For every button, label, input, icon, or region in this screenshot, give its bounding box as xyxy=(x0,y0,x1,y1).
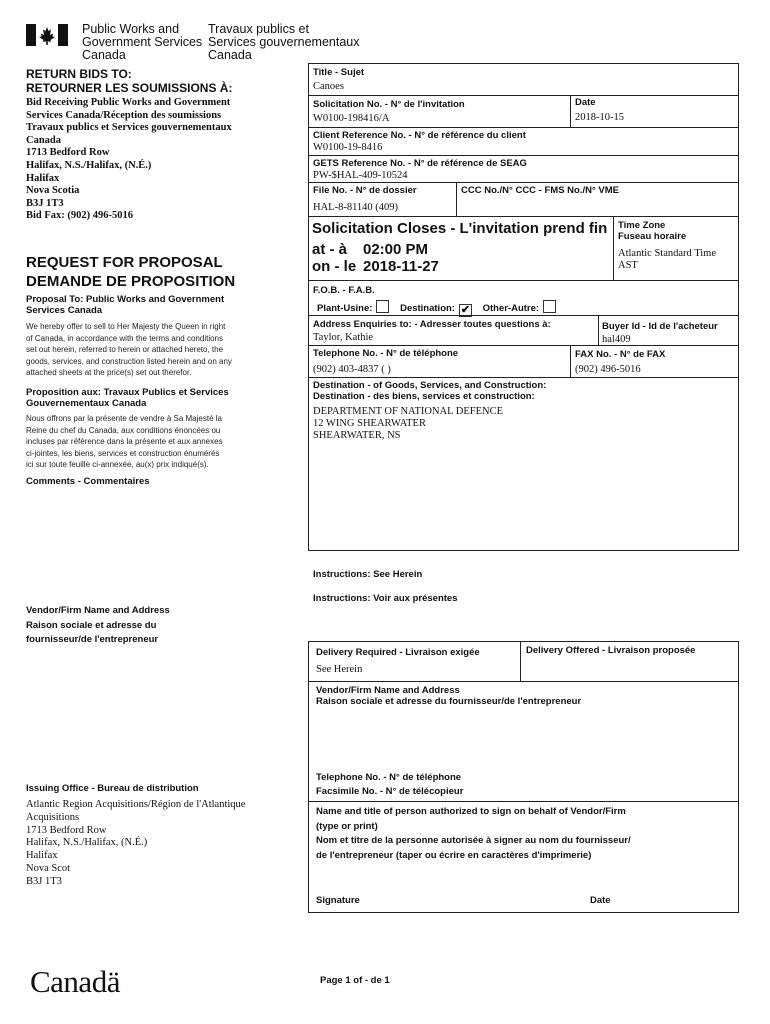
closes-at-value: 02:00 PM xyxy=(363,241,429,258)
gets-reference-value: PW-$HAL-409-10524 xyxy=(313,170,408,181)
department-name-en: Public Works and Government Services Canada xyxy=(82,22,203,62)
proposition-label: Proposition aux: Travaux Publics et Services Gouvernementaux Canada xyxy=(26,387,229,409)
destination-label: Destination: xyxy=(400,303,455,314)
date-label: Date xyxy=(575,97,596,108)
authorized-signer-label: Name and title of person authorized to sign on behalf of Vendor/Firm (type or print) Nom et titre de la personne autorisée à signer au nom du fournisseur/ de l'entrepreneur (taper ou écrire en caractères d'imprimerie) xyxy=(316,806,631,861)
proposal-to-label: Proposal To: Public Works and Government Services Canada xyxy=(26,294,225,316)
signature-date-label: Date xyxy=(590,895,611,906)
file-no-value: HAL-8-81140 (409) xyxy=(313,202,399,213)
solicitation-closes-label: Solicitation Closes - L'invitation prend fin xyxy=(312,220,608,237)
canada-flag-icon xyxy=(26,24,68,46)
comments-label: Comments - Commentaires xyxy=(26,476,150,487)
department-name-fr: Travaux publics et Services gouvernementaux Canada xyxy=(208,22,360,62)
time-zone-label: Time Zone Fuseau horaire xyxy=(618,220,687,242)
vendor-firm-field[interactable] xyxy=(316,712,731,767)
closes-at-label: at - à xyxy=(312,241,348,258)
return-bids-label-en: RETURN BIDS TO: xyxy=(26,67,132,81)
plant-checkbox[interactable] xyxy=(376,300,389,313)
instructions-en: Instructions: See Herein xyxy=(313,569,423,580)
return-bids-label-fr: RETOURNER LES SOUMISSIONS À: xyxy=(26,81,233,95)
plant-label: Plant-Usine: xyxy=(317,303,373,314)
buyer-id-label: Buyer Id - Id de l'acheteur xyxy=(602,321,718,332)
proposal-to-text: We hereby offer to sell to Her Majesty the Queen in right of Canada, in accordance with the terms and conditions set out herein, referred to herein or attached hereto, the goods, services, and construction listed herein and on any attached sheets at the price(s) set out therefor. xyxy=(26,322,232,377)
proposition-text: Nous offrons par la présente de vendre à Sa Majesté la Reine du chef du Canada, aux conditions énoncées ou incluses par référence dans la présente et aux annexes ci-jointes, les biens, services et construction énumérés ici sur toute feuille ci-annexée, au(x) prix indiqué(s). xyxy=(26,414,223,469)
vendor-facsimile-label: Facsimile No. - N° de télécopieur xyxy=(316,786,464,797)
closes-on-value: 2018-11-27 xyxy=(363,258,439,275)
issuing-office-address: Atlantic Region Acquisitions/Région de l'Atlantique Acquisitions 1713 Bedford Row Halifax, N.S./Halifax, (N.É.) Halifax Nova Scot B3J 1T3 xyxy=(26,799,246,887)
fax-label: FAX No. - N° de FAX xyxy=(575,349,666,360)
document-title: REQUEST FOR PROPOSAL DEMANDE DE PROPOSITION xyxy=(26,254,236,290)
signature-label: Signature xyxy=(316,895,360,906)
delivery-offered-label: Delivery Offered - Livraison proposée xyxy=(526,645,696,656)
client-reference-label: Client Reference No. - N° de référence du client xyxy=(313,130,526,141)
page-number: Page 1 of - de 1 xyxy=(320,975,390,986)
buyer-id-value: hal409 xyxy=(602,334,631,345)
file-no-label: File No. - N° de dossier xyxy=(313,185,417,196)
other-label: Other-Autre: xyxy=(482,303,540,314)
date-value: 2018-10-15 xyxy=(575,112,624,123)
delivery-offered-field[interactable] xyxy=(526,660,731,678)
address-enquiries-value: Taylor, Kathie xyxy=(313,332,374,343)
title-value: Canoes xyxy=(313,81,344,92)
solicitation-no-label: Solicitation No. - N° de l'invitation xyxy=(313,99,465,110)
destination-goods-label: Destination - of Goods, Services, and Construction: Destination - des biens, services et construction: xyxy=(313,380,547,402)
destination-checkbox[interactable]: ✔ xyxy=(460,304,471,316)
other-checkbox[interactable] xyxy=(543,300,556,313)
ccc-no-label: CCC No./N° CCC - FMS No./N° VME xyxy=(461,185,620,196)
vendor-name-label: Vendor/Firm Name and Address Raison sociale et adresse du fournisseur/de l'entrepreneur xyxy=(26,605,170,645)
fax-value: (902) 496-5016 xyxy=(575,364,641,375)
return-address: Bid Receiving Public Works and Government Services Canada/Réception des soumissions Travaux publics et Services gouvernementaux Canada 1713 Bedford Row Halifax, N.S./Halifax, (N.É.) Halifax Nova Scotia B3J 1T3 Bid Fax: (902) 496-5016 xyxy=(26,97,232,222)
fob-label: F.O.B. - F.A.B. xyxy=(313,285,375,296)
telephone-label: Telephone No. - N° de téléphone xyxy=(313,348,459,359)
address-enquiries-label: Address Enquiries to: - Adresser toutes questions à: xyxy=(313,319,551,330)
gets-reference-label: GETS Reference No. - N° de référence de SEAG xyxy=(313,158,527,169)
title-label: Title - Sujet xyxy=(313,67,365,78)
solicitation-no-value: W0100-198416/A xyxy=(313,113,390,124)
closes-on-label: on - le xyxy=(312,258,357,275)
delivery-required-label: Delivery Required - Livraison exigée xyxy=(316,647,480,658)
vendor-firm-label: Vendor/Firm Name and Address Raison sociale et adresse du fournisseur/de l'entrepreneur xyxy=(316,685,582,707)
telephone-value: (902) 403-4837 ( ) xyxy=(313,364,391,375)
instructions-fr: Instructions: Voir aux présentes xyxy=(313,593,458,604)
destination-address-value: DEPARTMENT OF NATIONAL DEFENCE 12 WING SHEARWATER SHEARWATER, NS xyxy=(313,406,504,441)
delivery-required-value: See Herein xyxy=(316,664,363,675)
client-reference-value: W0100-19-8416 xyxy=(313,142,383,153)
time-zone-value: Atlantic Standard Time AST xyxy=(618,248,716,271)
canada-wordmark: Canadä xyxy=(30,964,120,999)
authorized-signer-field[interactable] xyxy=(316,866,731,890)
vendor-telephone-label: Telephone No. - N° de téléphone xyxy=(316,772,462,783)
issuing-office-label: Issuing Office - Bureau de distribution xyxy=(26,783,199,794)
